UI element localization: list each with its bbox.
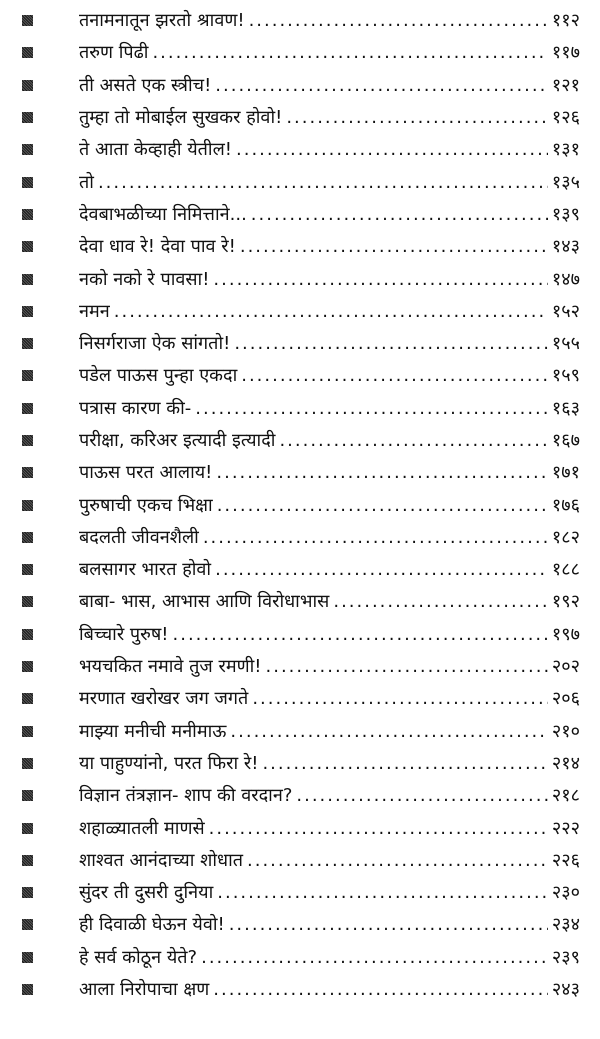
toc-entry-title: नमन <box>79 300 110 322</box>
square-bullet-icon <box>22 629 33 640</box>
dot-leader <box>236 139 548 160</box>
square-bullet-icon <box>22 919 33 930</box>
square-bullet-icon <box>22 500 33 511</box>
dot-leader <box>213 979 548 1000</box>
toc-entry <box>0 327 600 359</box>
square-bullet-icon <box>22 984 33 995</box>
toc-line <box>79 267 580 291</box>
square-bullet-icon <box>22 177 33 188</box>
dot-leader <box>279 430 547 451</box>
toc-entry-page-number: १६३ <box>551 397 580 419</box>
dot-leader <box>262 753 547 774</box>
toc-entry-page-number: १९२ <box>551 591 580 613</box>
toc-entry-title: पुरुषाची एकच भिक्षा <box>79 494 213 516</box>
toc-entry <box>0 650 600 682</box>
toc-entry <box>0 811 600 843</box>
dot-leader <box>252 688 548 709</box>
toc-entry-page-number: १७१ <box>551 462 580 484</box>
toc-line <box>79 557 580 581</box>
square-bullet-icon <box>22 47 33 58</box>
square-bullet-icon <box>22 952 33 963</box>
toc-entry-page-number: २२२ <box>551 817 580 839</box>
toc-line <box>79 912 580 936</box>
toc-entry-title: तुम्हा तो मोबाईल सुखकर होवो! <box>79 107 283 129</box>
toc-line <box>79 73 580 97</box>
toc-entry-title: ही दिवाळी घेऊन येवो! <box>79 914 225 936</box>
toc-line <box>79 331 580 355</box>
dot-leader <box>195 398 548 419</box>
toc-entry-title: बिच्चारे पुरुष! <box>79 623 169 645</box>
toc-entry-page-number: १९७ <box>551 623 580 645</box>
toc-entry <box>0 165 600 197</box>
dot-leader <box>266 656 548 677</box>
dot-leader <box>249 10 548 31</box>
toc-entry-title: शाश्वत आनंदाच्या शोधात <box>79 849 243 871</box>
toc-entry <box>0 844 600 876</box>
toc-entry-page-number: ११७ <box>551 42 580 64</box>
square-bullet-icon <box>22 338 33 349</box>
toc-entry <box>0 941 600 973</box>
toc-entry-page-number: १८८ <box>551 559 580 581</box>
square-bullet-icon <box>22 274 33 285</box>
dot-leader <box>209 818 548 839</box>
square-bullet-icon <box>22 726 33 737</box>
toc-entry-page-number: २१० <box>551 720 580 742</box>
toc-line <box>79 622 580 646</box>
toc-entry-page-number: २१८ <box>551 785 580 807</box>
toc-entry-page-number: २१४ <box>551 752 580 774</box>
toc-entry-page-number: १३९ <box>551 203 580 225</box>
toc-line <box>79 170 580 194</box>
square-bullet-icon <box>22 15 33 26</box>
toc-entry-title: तनामनातून झरतो श्रावण! <box>79 10 245 32</box>
toc-entry <box>0 230 600 262</box>
dot-leader <box>241 365 548 386</box>
dot-leader <box>240 236 548 257</box>
toc-entry-title: ती असते एक स्त्रीच! <box>79 74 212 96</box>
toc-entry-page-number: २२६ <box>551 849 580 871</box>
dot-leader <box>98 172 548 193</box>
toc-entry <box>0 392 600 424</box>
toc-line <box>79 396 580 420</box>
toc-entry-title: परीक्षा, करिअर इत्यादी इत्यादी <box>79 430 276 451</box>
toc-entry-title: भयचकित नमावे तुज रमणी! <box>79 656 262 678</box>
square-bullet-icon <box>22 855 33 866</box>
toc-line <box>79 589 580 613</box>
toc-entry <box>0 876 600 908</box>
toc-line <box>79 105 580 129</box>
toc-line <box>79 977 580 1001</box>
table-of-contents <box>0 4 600 1005</box>
toc-line <box>79 880 580 904</box>
toc-entry-title: या पाहुण्यांनो, परत फिरा रे! <box>79 752 259 774</box>
toc-entry-title: मरणात खरोखर जग जगते <box>79 688 249 710</box>
toc-line <box>79 493 580 517</box>
dot-leader <box>216 462 548 483</box>
dot-leader <box>251 204 548 225</box>
toc-entry <box>0 779 600 811</box>
dot-leader <box>229 914 548 935</box>
toc-entry-page-number: १३५ <box>551 171 580 193</box>
square-bullet-icon <box>22 209 33 220</box>
toc-line <box>79 848 580 872</box>
toc-entry-page-number: १४३ <box>551 236 580 258</box>
toc-entry <box>0 715 600 747</box>
square-bullet-icon <box>22 435 33 446</box>
dot-leader <box>286 107 548 128</box>
toc-entry-title: बदलती जीवनशैली <box>79 526 199 548</box>
dot-leader <box>152 42 547 63</box>
toc-entry <box>0 618 600 650</box>
dot-leader <box>217 882 548 903</box>
toc-line <box>79 751 580 775</box>
toc-entry <box>0 359 600 391</box>
toc-entry-page-number: १५२ <box>551 300 580 322</box>
toc-entry <box>0 198 600 230</box>
toc-entry-title: पडेल पाऊस पुन्हा एकदा <box>79 365 238 387</box>
toc-entry-title: सुंदर ती दुसरी दुनिया <box>79 882 214 904</box>
toc-entry-page-number: १८२ <box>551 526 580 548</box>
dot-leader <box>215 75 548 96</box>
toc-entry <box>0 682 600 714</box>
dot-leader <box>203 527 548 548</box>
toc-entry-title: पत्रास कारण की- <box>79 397 192 419</box>
dot-leader <box>247 850 548 871</box>
toc-line <box>79 783 580 807</box>
toc-entry-page-number: ११२ <box>551 10 580 32</box>
square-bullet-icon <box>22 790 33 801</box>
toc-entry-title: पाऊस परत आलाय! <box>79 462 213 484</box>
toc-line <box>79 202 580 226</box>
toc-entry-title: आला निरोपाचा क्षण <box>79 979 210 1001</box>
toc-entry-page-number: १५९ <box>551 365 580 387</box>
toc-line <box>79 40 580 64</box>
toc-entry-page-number: २०६ <box>551 688 580 710</box>
toc-entry-title: बाबा- भास, आभास आणि विरोधाभास <box>79 591 330 613</box>
dot-leader <box>114 301 548 322</box>
square-bullet-icon <box>22 241 33 252</box>
toc-entry-page-number: १२६ <box>551 107 580 129</box>
toc-entry-page-number: २३४ <box>551 914 580 936</box>
square-bullet-icon <box>22 887 33 898</box>
square-bullet-icon <box>22 144 33 155</box>
toc-entry-page-number: २३९ <box>551 946 580 968</box>
dot-leader <box>234 333 548 354</box>
square-bullet-icon <box>22 467 33 478</box>
square-bullet-icon <box>22 370 33 381</box>
toc-line <box>79 654 580 678</box>
toc-entry <box>0 456 600 488</box>
toc-entry <box>0 295 600 327</box>
toc-entry <box>0 553 600 585</box>
dot-leader <box>173 624 548 645</box>
dot-leader <box>201 947 548 968</box>
toc-entry <box>0 488 600 520</box>
toc-entry-title: देवा धाव रे! देवा पाव रे! <box>79 236 236 258</box>
toc-line <box>79 8 580 32</box>
square-bullet-icon <box>22 661 33 672</box>
square-bullet-icon <box>22 112 33 123</box>
toc-line <box>79 460 580 484</box>
dot-leader <box>217 495 548 516</box>
dot-leader <box>213 269 547 290</box>
toc-line <box>79 234 580 258</box>
toc-line <box>79 299 580 323</box>
toc-entry-title: माझ्या मनीची मनीमाऊ <box>79 720 227 742</box>
toc-line <box>79 816 580 840</box>
toc-entry-title: नको नको रे पावसा! <box>79 268 210 290</box>
square-bullet-icon <box>22 596 33 607</box>
toc-entry-title: विज्ञान तंत्रज्ञान- शाप की वरदान? <box>79 785 293 807</box>
toc-entry-page-number: १६७ <box>551 430 580 451</box>
toc-entry <box>0 424 600 456</box>
toc-entry-title: ते आता केव्हाही येतील! <box>79 139 232 161</box>
square-bullet-icon <box>22 693 33 704</box>
dot-leader <box>296 785 548 806</box>
toc-entry-title: तो <box>79 171 94 193</box>
square-bullet-icon <box>22 532 33 543</box>
toc-entry <box>0 36 600 68</box>
toc-entry-title: निसर्गराजा ऐक सांगतो! <box>79 333 231 355</box>
toc-entry-page-number: १३१ <box>551 139 580 161</box>
toc-entry-page-number: १५५ <box>551 333 580 355</box>
toc-entry <box>0 585 600 617</box>
toc-line <box>79 428 580 452</box>
square-bullet-icon <box>22 758 33 769</box>
toc-entry-page-number: २३० <box>551 882 580 904</box>
toc-entry <box>0 133 600 165</box>
toc-line <box>79 525 580 549</box>
toc-entry <box>0 908 600 940</box>
toc-line <box>79 363 580 387</box>
toc-entry-page-number: १७६ <box>551 494 580 516</box>
toc-line <box>79 686 580 710</box>
square-bullet-icon <box>22 306 33 317</box>
toc-entry <box>0 4 600 36</box>
toc-entry-title: तरुण पिढी <box>79 42 149 64</box>
toc-entry-title: देवबाभळीच्या निमित्ताने... <box>79 203 247 225</box>
toc-entry <box>0 69 600 101</box>
toc-entry-title: शहाळ्यातली माणसे <box>79 817 205 839</box>
toc-entry-page-number: १२१ <box>551 74 580 96</box>
toc-line <box>79 719 580 743</box>
square-bullet-icon <box>22 403 33 414</box>
toc-entry-title: बलसागर भारत होवो <box>79 559 212 581</box>
dot-leader <box>333 591 548 612</box>
toc-entry <box>0 521 600 553</box>
square-bullet-icon <box>22 823 33 834</box>
toc-entry <box>0 101 600 133</box>
toc-entry-page-number: २४३ <box>551 979 580 1001</box>
toc-entry-title: हे सर्व कोठून येते? <box>79 946 198 968</box>
dot-leader <box>230 721 548 742</box>
toc-line <box>79 137 580 161</box>
toc-entry-page-number: २०२ <box>551 656 580 678</box>
square-bullet-icon <box>22 564 33 575</box>
toc-entry <box>0 262 600 294</box>
dot-leader <box>215 559 548 580</box>
toc-entry <box>0 747 600 779</box>
toc-line <box>79 945 580 969</box>
toc-entry-page-number: १४७ <box>551 268 580 290</box>
square-bullet-icon <box>22 80 33 91</box>
toc-entry <box>0 973 600 1005</box>
